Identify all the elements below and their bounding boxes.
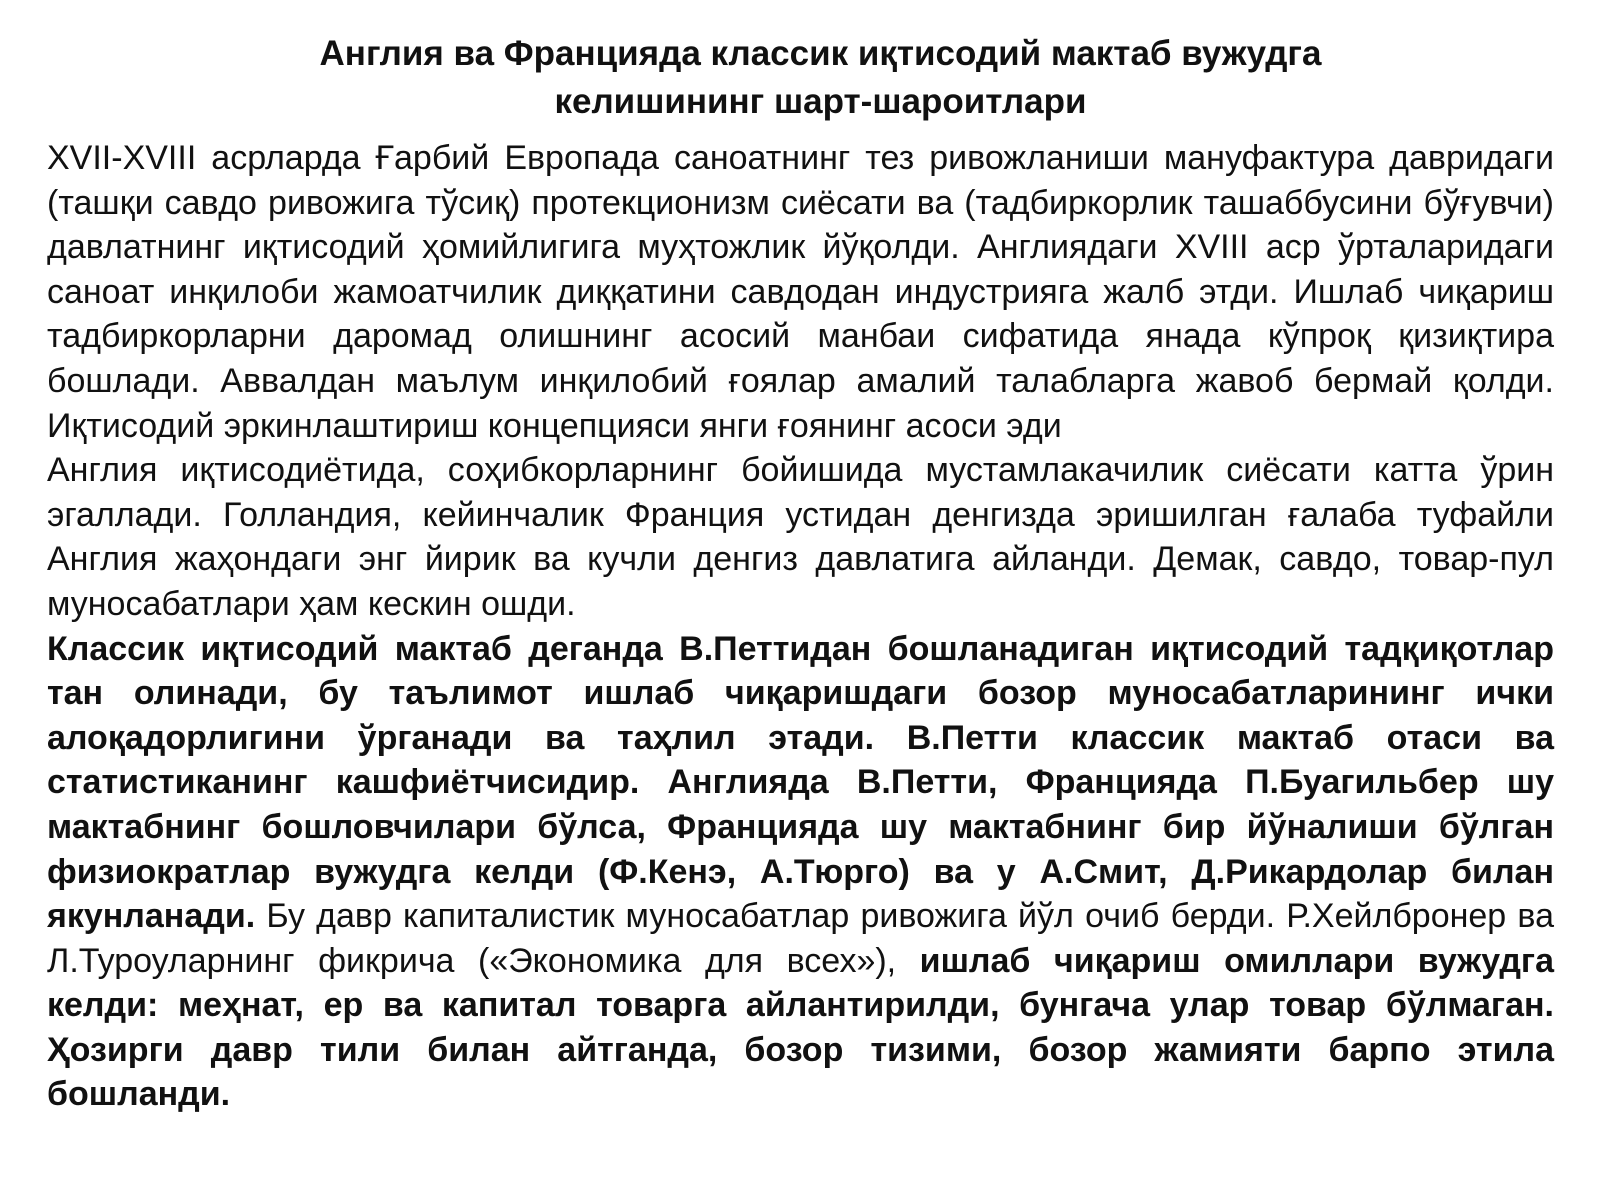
page-title bbox=[47, 30, 1554, 126]
title-line-2: келишининг шарт-шароитлари bbox=[554, 82, 1087, 121]
paragraph-1: XVII-XVIII асрларда Ғарбий Европада саноатнинг тез ривожланиши мануфактура давридаги (ташқи савдо ривожига тўсиқ) протекционизм сиёсати ва (тадбиркорлик ташаббусини бўғувчи) давлатнинг иқтисодий ҳомийлигига муҳтожлик йўқолди. Англиядаги XVIII аср ўрталаридаги саноат инқилоби жамоатчилик диққатини савдодан индустрияга жалб этди. Ишлаб чиқариш тадбиркорларни даромад олишнинг асосий манбаи сифатида янада кўпроқ қизиқтира бошлади. Аввалдан маълум инқилобий ғоялар амалий талабларга жавоб бермай қолди. Иқтисодий эркинлаштириш концепцияси янги ғоянинг асоси эди bbox=[47, 139, 1554, 445]
paragraph-3-bold-conclusion: ишлаб чиқариш омиллари вужудга келди: меҳнат, ер ва капитал товарга айлантирилди, бунгача улар товар бўлмаган. Ҳозирги давр тили билан айтганда, бозор тизими, бозор жамияти барпо этила бошланди. bbox=[47, 941, 1554, 1114]
paragraph-3-bold-intro: Классик иқтисодий мактаб деганда В.Петтидан бошланадиган иқтисодий тадқиқотлар тан олинади, бу таълимот ишлаб чиқаришдаги бозор муносабатларининг ички алоқадорлигини ўрганади ва таҳлил этади. В.Петти классик мактаб отаси ва статистиканинг кашфиётчисидир. Англияда В.Петти, Францияда П.Буагильбер шу мактабнинг бошловчилари бўлса, Францияда шу мактабнинг бир йўналиши бўлган физиократлар вужудга келди (Ф.Кенэ, А.Тюрго) ва у А.Смит, Д.Рикардолар билан якунланади. bbox=[47, 629, 1554, 936]
paragraph-3 bbox=[47, 627, 1554, 1118]
paragraph-2: Англия иқтисодиётида, соҳибкорларнинг бойишида мустамлакачилик сиёсати катта ўрин эгаллади. Голландия, кейинчалик Франция устидан денгизда эришилган ғалаба туфайли Англия жаҳондаги энг йирик ва кучли денгиз давлатига айланди. Демак, савдо, товар-пул муносабатлари ҳам кескин ошди. bbox=[47, 451, 1554, 623]
paragraph-3-regular: Бу давр капиталистик муносабатлар ривожига йўл очиб берди. Р.Хейлбронер ва Л.Туроуларнинг фикрича («Экономика для всех»), bbox=[47, 897, 1554, 980]
title-line-1: Англия ва Францияда классик иқтисодий мактаб вужудга bbox=[319, 34, 1322, 73]
